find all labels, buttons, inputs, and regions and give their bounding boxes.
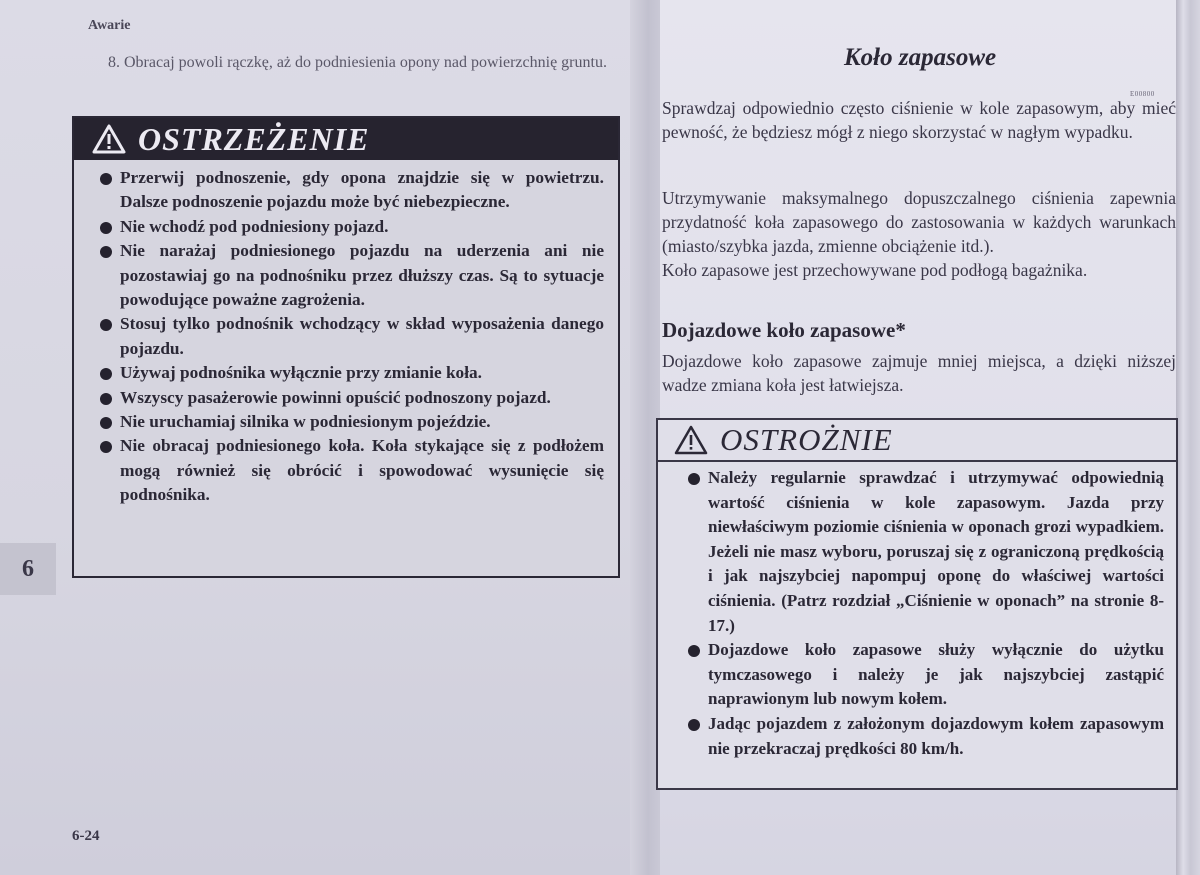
warning-item-text: Nie wchodź pod podniesiony pojazd. (120, 216, 389, 236)
warning-item (98, 434, 604, 507)
warning-item (98, 239, 604, 312)
warning-title: OSTRZEŻENIE (138, 120, 370, 157)
bullet-icon (100, 319, 112, 331)
bullet-icon (688, 645, 700, 657)
caution-item-text: Należy regularnie sprawdzać i utrzymywać odpowiednią wartość ciśnienia w kole zapasowym. Jazda przy niewłaściwym poziomie ciśnienia w oponach grozi wypadkiem. Jeżeli nie masz wyboru, poruszaj się z ograniczoną prędkością i jak najszybciej napompuj oponę do właściwej wartości ciśnienia. (Patrz rozdział „Ciśnienie w oponach” na stronie 8-17.) (708, 468, 1164, 635)
warning-list (74, 160, 618, 508)
paragraph-compact-spare: Dojazdowe koło zapasowe zajmuje mniej miejsca, a dzięki niższej wadze zmiana koła jest łatwiejsza. (662, 351, 1176, 395)
warning-item-text: Nie uruchamiaj silnika w podniesionym pojeździe. (120, 412, 491, 432)
caution-item-text: Jadąc pojazdem z założonym dojazdowym kołem zapasowym nie przekraczaj prędkości 80 km/h. (708, 713, 1164, 758)
caution-item (686, 638, 1164, 712)
paragraph-max-pressure (662, 186, 1176, 282)
warning-item (98, 166, 604, 215)
page-edge (1176, 0, 1200, 875)
bullet-icon (100, 222, 112, 234)
bullet-icon (688, 473, 700, 485)
warning-item (98, 312, 604, 361)
paragraph-check-pressure: Sprawdzaj odpowiednio często ciśnienie w kole zapasowym, aby mieć pewność, że będziesz mógł z niego skorzystać w nagłym wypadku. (662, 98, 1176, 142)
bullet-icon (100, 393, 112, 405)
caution-list (658, 462, 1176, 761)
caution-box (656, 418, 1178, 790)
warning-item (98, 386, 604, 410)
caution-item-text: Dojazdowe koło zapasowe służy wyłącznie do użytku tymczasowego i należy je jak najszybciej zastąpić naprawionym lub nowym kołem. (708, 640, 1164, 709)
paragraph-max-pressure-text: Utrzymywanie maksymalnego dopuszczalnego ciśnienia zapewnia przydatność koła zapasowego do zastosowania w każdych warunkach (miasto/szybka jazda, zmienne obciążenie itd.). (662, 188, 1176, 256)
subheading-compact-spare: Dojazdowe koło zapasowe* (662, 318, 906, 342)
bullet-icon (100, 441, 112, 453)
bullet-icon (688, 719, 700, 731)
bullet-icon (100, 246, 112, 258)
caution-triangle-icon (674, 425, 708, 455)
caution-item (686, 466, 1164, 638)
caution-item (686, 712, 1164, 761)
warning-item-text: Nie narażaj podniesionego pojazdu na uderzenia ani nie pozostawiaj go na podnośniku przez dłuższy czas. Są to sytuacje powodujące poważne zagrożenia. (120, 241, 604, 310)
warning-item-text: Przerwij podnoszenie, gdy opona znajdzie się w powietrzu. Dalsze podnoszenie pojazdu może być niebezpieczne. (120, 168, 604, 212)
section-title: Koło zapasowe (844, 44, 997, 71)
paragraph-storage-text: Koło zapasowe jest przechowywane pod podłogą bagażnika. (662, 260, 1088, 280)
warning-box (72, 116, 620, 578)
caution-title: OSTROŻNIE (720, 422, 893, 457)
page-number: 6-24 (72, 828, 100, 844)
chapter-tab: 6 (0, 543, 56, 595)
warning-item (98, 410, 604, 434)
warning-item-text: Używaj podnośnika wyłącznie przy zmianie koła. (120, 363, 482, 383)
section-code: E00800 (1130, 90, 1155, 98)
step-8-text: 8. Obracaj powoli rączkę, aż do podniesienia opony nad powierzchnię gruntu. (108, 54, 607, 71)
warning-item-text: Nie obracaj podniesionego koła. Koła stykające się z podłożem mogą również się obrócić i spowodować wysunięcie się podnośnika. (120, 436, 604, 505)
warning-header (74, 118, 618, 160)
bullet-icon (100, 417, 112, 429)
caution-header (658, 420, 1176, 462)
warning-triangle-icon (92, 124, 126, 154)
bullet-icon (100, 368, 112, 380)
warning-item-text: Stosuj tylko podnośnik wchodzący w skład wyposażenia danego pojazdu. (120, 314, 604, 358)
warning-item-text: Wszyscy pasażerowie powinni opuścić podnoszony pojazd. (120, 387, 551, 407)
bullet-icon (100, 173, 112, 185)
warning-item (98, 361, 604, 385)
warning-item (98, 215, 604, 239)
running-head: Awarie (88, 18, 131, 33)
